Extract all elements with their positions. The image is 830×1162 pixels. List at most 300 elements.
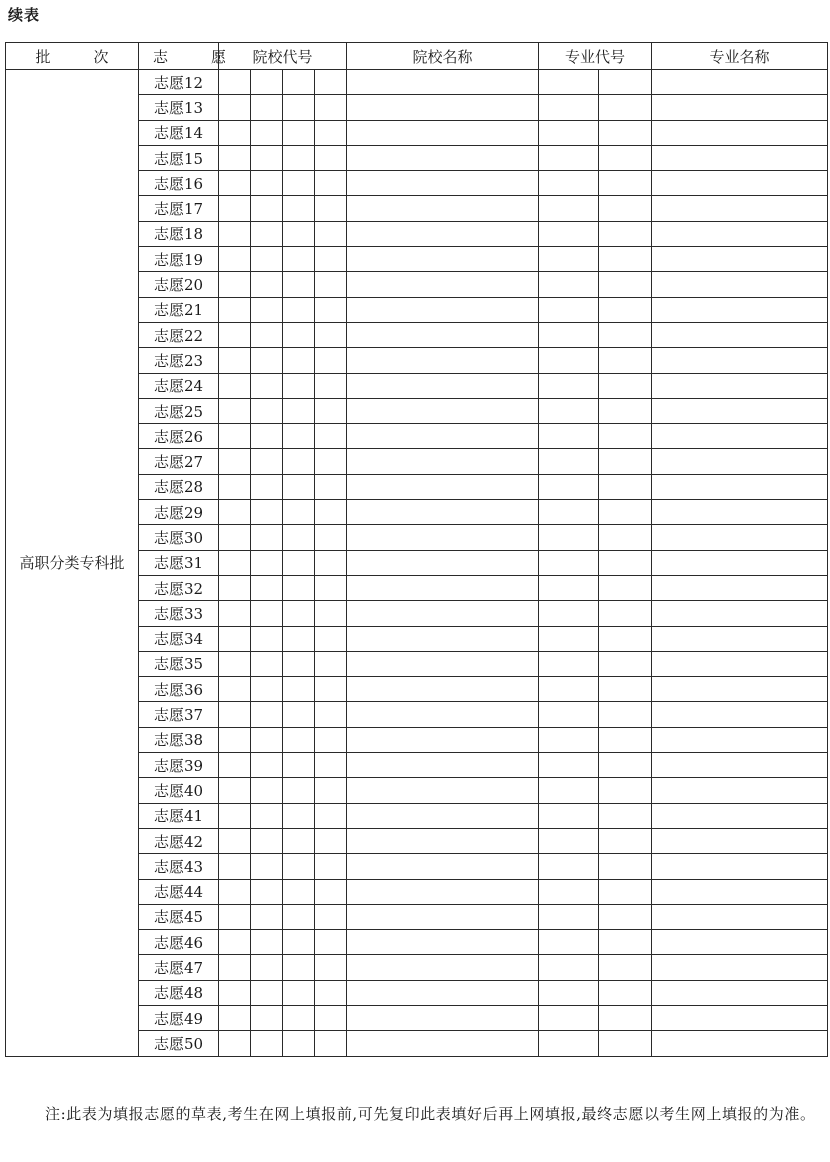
major-code-digit-1[interactable] [539,879,599,904]
school-code-digit-1[interactable] [219,221,251,246]
school-name-field[interactable] [347,525,539,550]
school-code-digit-1[interactable] [219,727,251,752]
school-code-digit-1[interactable] [219,601,251,626]
major-code-digit-2[interactable] [599,677,652,702]
major-code-digit-1[interactable] [539,803,599,828]
major-name-field[interactable] [652,702,828,727]
major-code-digit-2[interactable] [599,500,652,525]
school-code-digit-1[interactable] [219,575,251,600]
major-code-digit-1[interactable] [539,955,599,980]
school-code-digit-1[interactable] [219,120,251,145]
school-code-digit-3[interactable] [283,1031,315,1056]
school-code-digit-4[interactable] [315,221,347,246]
major-code-digit-1[interactable] [539,778,599,803]
major-code-digit-1[interactable] [539,1005,599,1030]
major-code-digit-2[interactable] [599,803,652,828]
school-code-digit-4[interactable] [315,550,347,575]
school-code-digit-1[interactable] [219,828,251,853]
major-name-field[interactable] [652,221,828,246]
major-code-digit-1[interactable] [539,247,599,272]
major-name-field[interactable] [652,373,828,398]
school-code-digit-3[interactable] [283,651,315,676]
major-name-field[interactable] [652,1005,828,1030]
school-code-digit-4[interactable] [315,955,347,980]
school-code-digit-1[interactable] [219,626,251,651]
school-code-digit-2[interactable] [251,120,283,145]
major-name-field[interactable] [652,753,828,778]
school-code-digit-4[interactable] [315,854,347,879]
school-code-digit-3[interactable] [283,373,315,398]
school-name-field[interactable] [347,930,539,955]
school-code-digit-3[interactable] [283,803,315,828]
school-name-field[interactable] [347,398,539,423]
school-code-digit-3[interactable] [283,626,315,651]
major-code-digit-2[interactable] [599,398,652,423]
school-code-digit-2[interactable] [251,373,283,398]
school-code-digit-1[interactable] [219,297,251,322]
major-name-field[interactable] [652,449,828,474]
school-code-digit-1[interactable] [219,677,251,702]
major-code-digit-1[interactable] [539,373,599,398]
school-name-field[interactable] [347,854,539,879]
major-name-field[interactable] [652,348,828,373]
school-code-digit-2[interactable] [251,474,283,499]
major-name-field[interactable] [652,601,828,626]
school-name-field[interactable] [347,626,539,651]
school-code-digit-2[interactable] [251,702,283,727]
major-code-digit-1[interactable] [539,930,599,955]
major-code-digit-2[interactable] [599,1005,652,1030]
school-name-field[interactable] [347,196,539,221]
school-code-digit-3[interactable] [283,753,315,778]
school-name-field[interactable] [347,550,539,575]
major-code-digit-2[interactable] [599,879,652,904]
major-code-digit-1[interactable] [539,398,599,423]
major-name-field[interactable] [652,297,828,322]
major-code-digit-1[interactable] [539,171,599,196]
school-name-field[interactable] [347,1005,539,1030]
major-name-field[interactable] [652,778,828,803]
school-code-digit-1[interactable] [219,879,251,904]
school-code-digit-4[interactable] [315,474,347,499]
school-code-digit-1[interactable] [219,398,251,423]
school-code-digit-3[interactable] [283,904,315,929]
school-code-digit-3[interactable] [283,424,315,449]
major-code-digit-2[interactable] [599,474,652,499]
school-name-field[interactable] [347,803,539,828]
school-code-digit-2[interactable] [251,247,283,272]
school-code-digit-1[interactable] [219,1005,251,1030]
major-name-field[interactable] [652,95,828,120]
school-name-field[interactable] [347,904,539,929]
major-code-digit-1[interactable] [539,95,599,120]
major-code-digit-1[interactable] [539,626,599,651]
major-code-digit-1[interactable] [539,753,599,778]
school-code-digit-2[interactable] [251,753,283,778]
major-code-digit-2[interactable] [599,550,652,575]
school-code-digit-1[interactable] [219,753,251,778]
school-code-digit-2[interactable] [251,348,283,373]
school-code-digit-4[interactable] [315,904,347,929]
major-name-field[interactable] [652,930,828,955]
school-code-digit-4[interactable] [315,879,347,904]
school-code-digit-4[interactable] [315,449,347,474]
school-code-digit-3[interactable] [283,247,315,272]
school-name-field[interactable] [347,171,539,196]
school-code-digit-4[interactable] [315,322,347,347]
school-code-digit-2[interactable] [251,398,283,423]
school-code-digit-1[interactable] [219,474,251,499]
major-name-field[interactable] [652,879,828,904]
major-code-digit-2[interactable] [599,424,652,449]
school-code-digit-4[interactable] [315,702,347,727]
major-code-digit-1[interactable] [539,424,599,449]
major-code-digit-2[interactable] [599,297,652,322]
major-name-field[interactable] [652,424,828,449]
major-name-field[interactable] [652,145,828,170]
major-name-field[interactable] [652,677,828,702]
school-code-digit-4[interactable] [315,424,347,449]
school-code-digit-2[interactable] [251,70,283,95]
school-code-digit-1[interactable] [219,651,251,676]
school-code-digit-4[interactable] [315,297,347,322]
major-name-field[interactable] [652,70,828,95]
school-code-digit-3[interactable] [283,879,315,904]
school-code-digit-2[interactable] [251,1005,283,1030]
school-name-field[interactable] [347,828,539,853]
school-code-digit-3[interactable] [283,322,315,347]
school-code-digit-3[interactable] [283,120,315,145]
school-name-field[interactable] [347,373,539,398]
school-code-digit-4[interactable] [315,95,347,120]
school-code-digit-3[interactable] [283,70,315,95]
school-name-field[interactable] [347,702,539,727]
school-name-field[interactable] [347,221,539,246]
school-code-digit-3[interactable] [283,272,315,297]
major-code-digit-2[interactable] [599,955,652,980]
major-name-field[interactable] [652,803,828,828]
school-code-digit-3[interactable] [283,500,315,525]
major-name-field[interactable] [652,171,828,196]
major-code-digit-2[interactable] [599,601,652,626]
major-code-digit-1[interactable] [539,904,599,929]
school-code-digit-4[interactable] [315,828,347,853]
school-code-digit-2[interactable] [251,601,283,626]
school-code-digit-4[interactable] [315,575,347,600]
school-code-digit-4[interactable] [315,500,347,525]
school-code-digit-1[interactable] [219,348,251,373]
school-code-digit-4[interactable] [315,601,347,626]
school-code-digit-1[interactable] [219,803,251,828]
school-code-digit-1[interactable] [219,980,251,1005]
school-code-digit-1[interactable] [219,145,251,170]
major-code-digit-2[interactable] [599,247,652,272]
school-code-digit-3[interactable] [283,171,315,196]
school-code-digit-4[interactable] [315,247,347,272]
major-code-digit-2[interactable] [599,373,652,398]
major-code-digit-2[interactable] [599,145,652,170]
school-code-digit-4[interactable] [315,980,347,1005]
school-code-digit-3[interactable] [283,525,315,550]
major-code-digit-1[interactable] [539,474,599,499]
school-name-field[interactable] [347,727,539,752]
major-code-digit-1[interactable] [539,828,599,853]
school-code-digit-2[interactable] [251,854,283,879]
school-name-field[interactable] [347,70,539,95]
school-name-field[interactable] [347,500,539,525]
school-code-digit-1[interactable] [219,70,251,95]
school-code-digit-3[interactable] [283,854,315,879]
school-code-digit-3[interactable] [283,398,315,423]
school-code-digit-2[interactable] [251,980,283,1005]
major-code-digit-1[interactable] [539,1031,599,1056]
school-name-field[interactable] [347,1031,539,1056]
school-code-digit-2[interactable] [251,95,283,120]
major-name-field[interactable] [652,322,828,347]
school-code-digit-4[interactable] [315,171,347,196]
major-code-digit-2[interactable] [599,904,652,929]
school-code-digit-3[interactable] [283,601,315,626]
major-name-field[interactable] [652,904,828,929]
major-name-field[interactable] [652,854,828,879]
major-code-digit-2[interactable] [599,221,652,246]
major-name-field[interactable] [652,474,828,499]
school-code-digit-3[interactable] [283,677,315,702]
school-name-field[interactable] [347,120,539,145]
school-name-field[interactable] [347,879,539,904]
major-code-digit-1[interactable] [539,297,599,322]
school-code-digit-1[interactable] [219,95,251,120]
school-code-digit-4[interactable] [315,120,347,145]
school-code-digit-3[interactable] [283,955,315,980]
school-code-digit-3[interactable] [283,702,315,727]
major-code-digit-2[interactable] [599,753,652,778]
major-code-digit-2[interactable] [599,95,652,120]
school-code-digit-3[interactable] [283,145,315,170]
major-code-digit-2[interactable] [599,626,652,651]
major-code-digit-1[interactable] [539,70,599,95]
school-code-digit-4[interactable] [315,398,347,423]
school-name-field[interactable] [347,322,539,347]
school-code-digit-1[interactable] [219,854,251,879]
school-code-digit-1[interactable] [219,373,251,398]
school-code-digit-4[interactable] [315,930,347,955]
school-code-digit-4[interactable] [315,778,347,803]
school-code-digit-2[interactable] [251,778,283,803]
major-code-digit-1[interactable] [539,120,599,145]
school-name-field[interactable] [347,424,539,449]
school-name-field[interactable] [347,348,539,373]
school-code-digit-1[interactable] [219,272,251,297]
school-code-digit-1[interactable] [219,247,251,272]
school-name-field[interactable] [347,474,539,499]
school-code-digit-3[interactable] [283,1005,315,1030]
school-code-digit-2[interactable] [251,196,283,221]
school-code-digit-1[interactable] [219,171,251,196]
major-code-digit-2[interactable] [599,778,652,803]
major-name-field[interactable] [652,120,828,145]
school-code-digit-3[interactable] [283,778,315,803]
school-name-field[interactable] [347,272,539,297]
school-code-digit-1[interactable] [219,702,251,727]
major-code-digit-2[interactable] [599,348,652,373]
major-code-digit-1[interactable] [539,980,599,1005]
school-code-digit-2[interactable] [251,221,283,246]
school-code-digit-3[interactable] [283,474,315,499]
major-code-digit-1[interactable] [539,525,599,550]
school-code-digit-2[interactable] [251,930,283,955]
major-code-digit-1[interactable] [539,272,599,297]
school-code-digit-1[interactable] [219,500,251,525]
school-code-digit-1[interactable] [219,930,251,955]
school-code-digit-4[interactable] [315,196,347,221]
major-code-digit-1[interactable] [539,500,599,525]
school-name-field[interactable] [347,145,539,170]
major-code-digit-2[interactable] [599,449,652,474]
school-code-digit-4[interactable] [315,727,347,752]
school-name-field[interactable] [347,677,539,702]
school-code-digit-2[interactable] [251,879,283,904]
school-code-digit-3[interactable] [283,348,315,373]
school-code-digit-1[interactable] [219,550,251,575]
school-name-field[interactable] [347,778,539,803]
major-name-field[interactable] [652,247,828,272]
major-code-digit-1[interactable] [539,196,599,221]
school-code-digit-2[interactable] [251,525,283,550]
school-code-digit-2[interactable] [251,297,283,322]
school-code-digit-2[interactable] [251,145,283,170]
school-code-digit-2[interactable] [251,727,283,752]
major-name-field[interactable] [652,550,828,575]
major-code-digit-2[interactable] [599,196,652,221]
school-code-digit-4[interactable] [315,651,347,676]
major-code-digit-1[interactable] [539,145,599,170]
school-name-field[interactable] [347,651,539,676]
major-name-field[interactable] [652,955,828,980]
major-code-digit-2[interactable] [599,980,652,1005]
school-code-digit-2[interactable] [251,651,283,676]
school-code-digit-4[interactable] [315,348,347,373]
major-code-digit-2[interactable] [599,1031,652,1056]
school-code-digit-2[interactable] [251,955,283,980]
school-code-digit-1[interactable] [219,525,251,550]
school-code-digit-1[interactable] [219,955,251,980]
school-code-digit-2[interactable] [251,550,283,575]
school-name-field[interactable] [347,753,539,778]
school-code-digit-3[interactable] [283,930,315,955]
school-code-digit-4[interactable] [315,803,347,828]
school-code-digit-1[interactable] [219,778,251,803]
school-code-digit-3[interactable] [283,727,315,752]
school-code-digit-2[interactable] [251,1031,283,1056]
major-code-digit-2[interactable] [599,120,652,145]
school-code-digit-3[interactable] [283,95,315,120]
school-name-field[interactable] [347,575,539,600]
major-name-field[interactable] [652,651,828,676]
major-code-digit-1[interactable] [539,322,599,347]
major-code-digit-2[interactable] [599,171,652,196]
major-code-digit-2[interactable] [599,322,652,347]
major-code-digit-1[interactable] [539,854,599,879]
major-name-field[interactable] [652,398,828,423]
major-code-digit-1[interactable] [539,221,599,246]
school-code-digit-4[interactable] [315,1031,347,1056]
major-code-digit-1[interactable] [539,449,599,474]
major-code-digit-2[interactable] [599,525,652,550]
major-code-digit-2[interactable] [599,930,652,955]
major-name-field[interactable] [652,575,828,600]
major-name-field[interactable] [652,525,828,550]
school-code-digit-1[interactable] [219,904,251,929]
school-code-digit-1[interactable] [219,449,251,474]
school-code-digit-2[interactable] [251,449,283,474]
major-name-field[interactable] [652,626,828,651]
school-code-digit-2[interactable] [251,424,283,449]
school-name-field[interactable] [347,247,539,272]
school-code-digit-2[interactable] [251,828,283,853]
major-name-field[interactable] [652,980,828,1005]
school-code-digit-4[interactable] [315,373,347,398]
major-code-digit-2[interactable] [599,828,652,853]
school-code-digit-3[interactable] [283,449,315,474]
major-code-digit-2[interactable] [599,272,652,297]
school-code-digit-3[interactable] [283,980,315,1005]
school-code-digit-2[interactable] [251,677,283,702]
school-code-digit-2[interactable] [251,322,283,347]
major-name-field[interactable] [652,828,828,853]
school-code-digit-1[interactable] [219,322,251,347]
school-code-digit-4[interactable] [315,626,347,651]
school-code-digit-3[interactable] [283,196,315,221]
major-code-digit-1[interactable] [539,348,599,373]
school-code-digit-2[interactable] [251,500,283,525]
school-code-digit-3[interactable] [283,575,315,600]
school-name-field[interactable] [347,95,539,120]
school-code-digit-4[interactable] [315,145,347,170]
major-code-digit-2[interactable] [599,854,652,879]
major-code-digit-1[interactable] [539,601,599,626]
major-name-field[interactable] [652,500,828,525]
school-code-digit-3[interactable] [283,828,315,853]
school-code-digit-2[interactable] [251,575,283,600]
school-code-digit-1[interactable] [219,1031,251,1056]
major-code-digit-2[interactable] [599,70,652,95]
school-code-digit-3[interactable] [283,297,315,322]
school-code-digit-3[interactable] [283,221,315,246]
school-code-digit-4[interactable] [315,1005,347,1030]
major-name-field[interactable] [652,196,828,221]
school-name-field[interactable] [347,601,539,626]
school-code-digit-4[interactable] [315,753,347,778]
major-name-field[interactable] [652,272,828,297]
major-code-digit-1[interactable] [539,575,599,600]
major-code-digit-2[interactable] [599,575,652,600]
major-code-digit-2[interactable] [599,727,652,752]
school-code-digit-2[interactable] [251,626,283,651]
major-code-digit-1[interactable] [539,677,599,702]
school-code-digit-3[interactable] [283,550,315,575]
major-code-digit-1[interactable] [539,550,599,575]
major-code-digit-2[interactable] [599,651,652,676]
school-code-digit-4[interactable] [315,677,347,702]
major-code-digit-2[interactable] [599,702,652,727]
major-code-digit-1[interactable] [539,651,599,676]
school-code-digit-2[interactable] [251,904,283,929]
major-name-field[interactable] [652,727,828,752]
school-name-field[interactable] [347,955,539,980]
school-code-digit-2[interactable] [251,803,283,828]
school-name-field[interactable] [347,297,539,322]
